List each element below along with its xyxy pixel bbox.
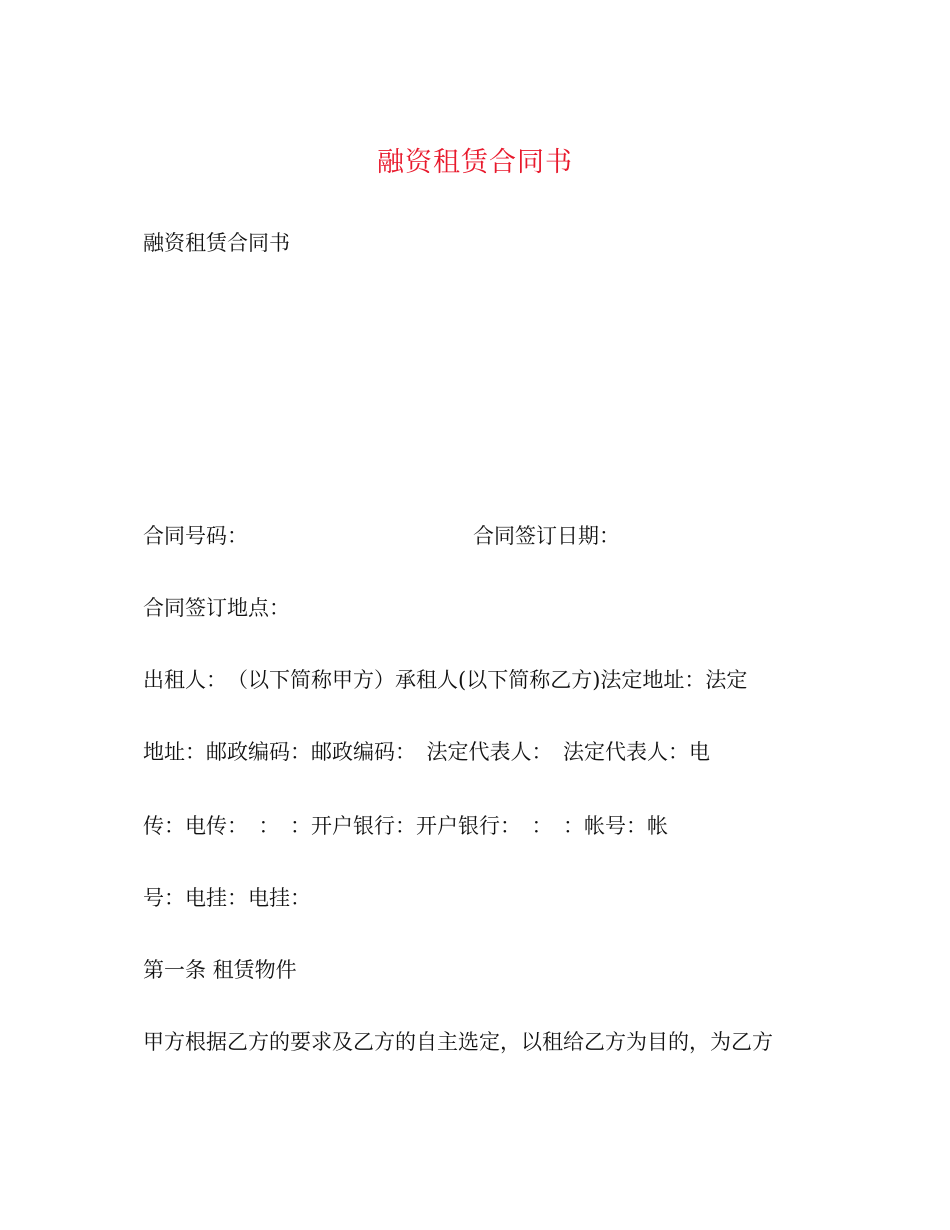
article-1-heading: 第一条 租赁物件 [143, 958, 297, 982]
document-subtitle: 融资租赁合同书 [143, 231, 290, 255]
parties-line-2: 地址：邮政编码：邮政编码： 法定代表人： 法定代表人：电 [143, 740, 710, 764]
document-title: 融资租赁合同书 [377, 147, 573, 178]
parties-line-1: 出租人： （以下简称甲方）承租人(以下简称乙方)法定地址：法定 [143, 668, 748, 692]
sign-date-label: 合同签订日期： [473, 524, 620, 548]
parties-line-4: 号：电挂：电挂： [143, 886, 311, 910]
parties-line-3: 传：电传： ： ：开户银行：开户银行： ： ：帐号：帐 [143, 814, 668, 838]
contract-number-label: 合同号码： [143, 524, 248, 548]
article-1-text: 甲方根据乙方的要求及乙方的自主选定，以租给乙方为目的，为乙方 [143, 1030, 773, 1054]
sign-place-label: 合同签订地点： [143, 596, 290, 620]
